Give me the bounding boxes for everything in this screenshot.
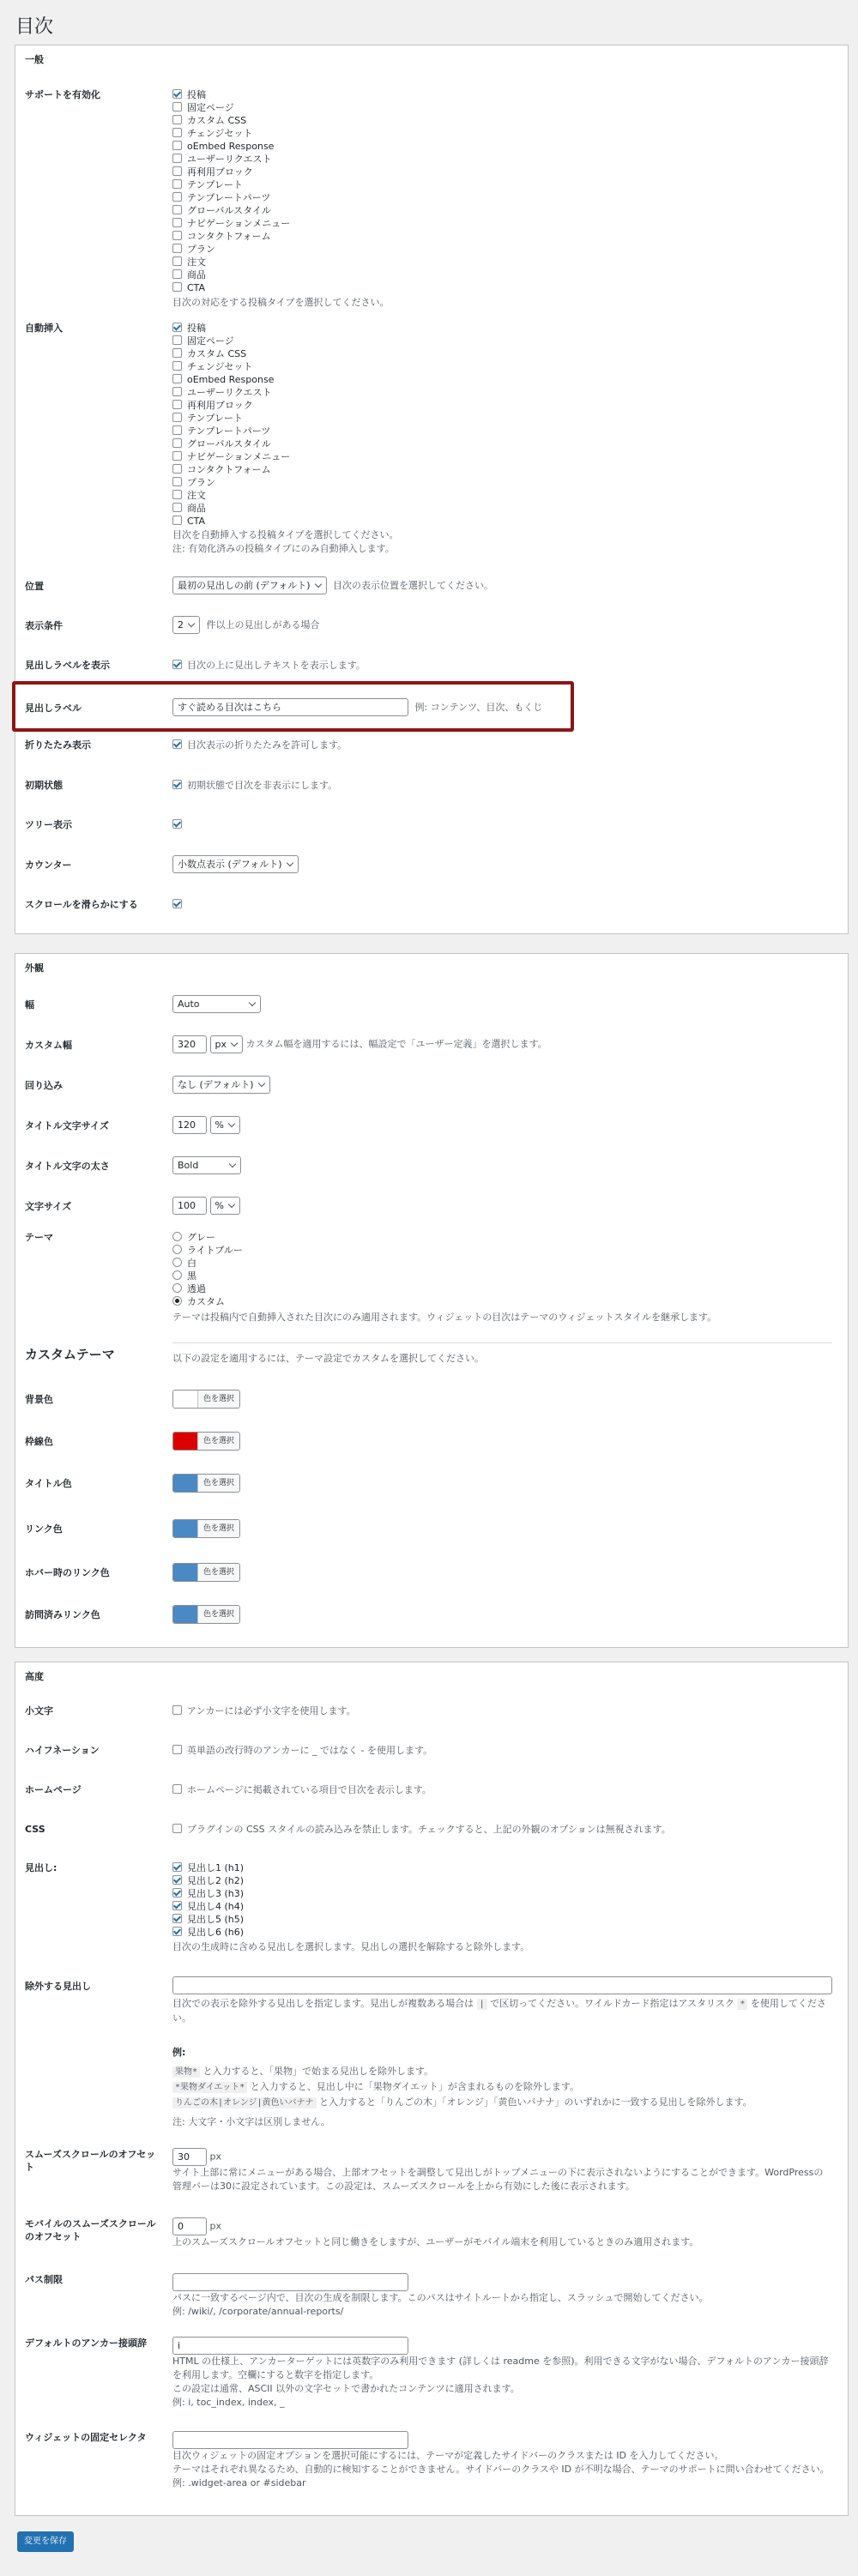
toggle-checkbox[interactable] (172, 739, 182, 749)
auto-insert-option[interactable] (172, 425, 832, 437)
theme-option-label: 黒 (187, 1270, 196, 1282)
support-option-label: テンプレートパーツ (187, 192, 271, 203)
auto-insert-description: 目次を自動挿入する投稿タイプを選択してください。 (172, 529, 399, 540)
counter-select[interactable]: 小数点表示 (デフォルト) (172, 855, 299, 873)
toggle-label: 折りたたみ表示 (25, 739, 91, 751)
appearance-section (15, 953, 849, 1648)
heading-label-input[interactable]: すぐ読める目次はこちら (172, 698, 408, 716)
example-3-text: と入力すると「りんごの木」「オレンジ」「黄色いバナナ」のいずれかに一致する見出しを除外します。 (319, 2096, 752, 2108)
general-section-title: 一般 (25, 54, 44, 65)
theme-options (172, 1231, 832, 1308)
exclude-description-3: を使用してください。 (172, 1998, 826, 2024)
position-label: 位置 (25, 581, 44, 592)
smooth-scroll-checkbox[interactable] (172, 899, 182, 908)
exclude-description-1: 目次での表示を除外する見出しを指定します。見出しが複数ある場合は (172, 1998, 474, 2009)
css-checkbox[interactable] (172, 1824, 182, 1833)
title-size-input[interactable]: 120 (172, 1116, 207, 1134)
support-option[interactable] (172, 191, 832, 204)
support-option[interactable] (172, 127, 832, 140)
wrap-label: 回り込み (25, 1080, 63, 1091)
color-picker-button[interactable] (172, 1605, 240, 1624)
color-label: リンク色 (25, 1523, 63, 1535)
auto-insert-option-label: oEmbed Response (187, 374, 275, 385)
heading-level-option[interactable] (172, 1874, 832, 1887)
anchor-prefix-description-2: この設定は通常、ASCII 以外の文字セットで書かれたコンテンツに適用されます。 (172, 2383, 520, 2394)
show-heading-description: 目次の上に見出しテキストを表示します。 (187, 660, 366, 671)
heading-level-option[interactable] (172, 1900, 832, 1913)
support-option-label: 商品 (187, 269, 206, 281)
example-1-text: と入力すると、「果物」で始まる見出しを除外します。 (202, 2066, 434, 2077)
exclude-star-code: * (737, 1999, 747, 2010)
font-size-input[interactable]: 100 (172, 1197, 207, 1215)
color-picker-label: 色を選択 (197, 1564, 239, 1581)
color-swatch (173, 1391, 197, 1408)
smooth-scroll-label: スクロールを滑らかにする (25, 899, 138, 910)
custom-theme-divider (172, 1342, 832, 1343)
example-3-code: りんごの木|オレンジ|黄色いバナナ (172, 2097, 317, 2108)
anchor-prefix-description-1: HTML の仕様上、アンカーターゲットには英数字のみ利用できます (詳しくは readme を参照)。利用できる文字がない場合、デフォルトのアンカー接頭辞を利用します。空欄にすると数字を指定します。 (172, 2356, 829, 2380)
color-swatch (173, 1564, 197, 1581)
auto-insert-checkbox[interactable] (172, 374, 182, 383)
theme-option[interactable] (172, 1270, 832, 1282)
custom-width-label: カスタム幅 (25, 1040, 72, 1051)
color-picker-button[interactable] (172, 1390, 240, 1409)
auto-insert-checkbox[interactable] (172, 503, 182, 512)
auto-insert-checkbox[interactable] (172, 516, 182, 525)
path-example: 例: /wiki/, /corporate/annual-reports/ (172, 2306, 344, 2317)
auto-insert-option-label: テンプレートパーツ (187, 425, 271, 437)
support-label: サポートを有効化 (25, 89, 100, 100)
widget-selector-description-1: 目次ウィジェットの固定オプションを選択可能にするには、テーマが定義したサイドバーのクラスまたは ID を入力してください。 (172, 2450, 724, 2461)
example-2-text: と入力すると、見出し中に「果物ダイエット」が含まれるものを除外します。 (250, 2081, 579, 2092)
widget-selector-input[interactable] (172, 2431, 408, 2449)
auto-insert-option[interactable] (172, 450, 832, 463)
initial-state-description: 初期状態で目次を非表示にします。 (187, 780, 338, 791)
support-option[interactable] (172, 140, 832, 153)
heading-level-option-label: 見出し3 (h3) (187, 1888, 245, 1899)
heading-level-option-label: 見出し4 (h4) (187, 1901, 245, 1912)
support-checkbox[interactable] (172, 282, 182, 292)
custom-theme-title: カスタムテーマ (25, 1347, 115, 1362)
support-option-label: oEmbed Response (187, 141, 275, 152)
color-picker-button[interactable] (172, 1474, 240, 1493)
heading-level-option[interactable] (172, 1861, 832, 1874)
color-label: 訪問済みリンク色 (25, 1609, 100, 1620)
auto-insert-checkbox[interactable] (172, 464, 182, 474)
smooth-offset-unit: px (209, 2151, 221, 2163)
heading-level-checkbox[interactable] (172, 1914, 182, 1923)
path-input[interactable] (172, 2273, 408, 2291)
title-weight-label: タイトル文字の太さ (25, 1161, 110, 1172)
theme-option[interactable] (172, 1244, 832, 1257)
support-option-label: CTA (187, 282, 206, 293)
auto-insert-checkbox[interactable] (172, 451, 182, 461)
custom-theme-description: 以下の設定を適用するには、テーマ設定でカスタムを選択してください。 (172, 1353, 484, 1364)
theme-option-label: ライトブルー (187, 1245, 243, 1256)
support-option-label: 注文 (187, 256, 206, 268)
path-label: パス制限 (25, 2274, 63, 2285)
support-option[interactable] (172, 281, 832, 294)
support-option-label: ナビゲーションメニュー (187, 218, 291, 229)
counter-label: カウンター (25, 860, 72, 871)
auto-insert-option-label: チェンジセット (187, 361, 253, 372)
condition-select[interactable]: 2 (172, 616, 200, 634)
support-option-label: グローバルスタイル (187, 205, 271, 216)
auto-insert-option[interactable] (172, 386, 832, 399)
custom-width-unit-select[interactable]: px (210, 1035, 244, 1053)
heading-label-label: 見出しラベル (25, 703, 82, 714)
support-option[interactable] (172, 243, 832, 256)
position-description: 目次の表示位置を選択してください。 (333, 579, 494, 591)
example-title: 例: (172, 2047, 186, 2058)
support-checkbox[interactable] (172, 231, 182, 240)
support-option[interactable] (172, 101, 832, 114)
exclude-label: 除外する見出し (25, 1981, 91, 1992)
color-picker-button[interactable] (172, 1432, 240, 1451)
color-label: 背景色 (25, 1394, 53, 1405)
auto-insert-checkbox[interactable] (172, 413, 182, 422)
auto-insert-option[interactable] (172, 437, 832, 450)
support-options (172, 88, 832, 294)
heading-level-checkbox[interactable] (172, 1888, 182, 1897)
lowercase-description: アンカーには必ず小文字を使用します。 (187, 1705, 356, 1716)
support-option[interactable] (172, 256, 832, 268)
auto-insert-options (172, 322, 832, 528)
auto-insert-option[interactable] (172, 412, 832, 425)
heading-level-checkbox[interactable] (172, 1927, 182, 1936)
support-checkbox[interactable] (172, 205, 182, 214)
title-size-label: タイトル文字サイズ (25, 1120, 109, 1131)
width-label: 幅 (25, 999, 34, 1010)
condition-label: 表示条件 (25, 620, 63, 631)
show-heading-checkbox[interactable] (172, 660, 182, 669)
support-checkbox[interactable] (172, 179, 182, 189)
auto-insert-checkbox[interactable] (172, 387, 182, 396)
hyphen-label: ハイフネーション (25, 1745, 100, 1756)
smooth-offset-input[interactable]: 30 (172, 2148, 207, 2166)
initial-state-label: 初期状態 (25, 780, 63, 791)
heading-level-option[interactable] (172, 1913, 832, 1926)
heading-level-checkbox[interactable] (172, 1862, 182, 1872)
css-description: プラグインの CSS スタイルの読み込みを禁止します。チェックすると、上記の外観のオプションは無視されます。 (187, 1824, 671, 1835)
heading-level-option[interactable] (172, 1926, 832, 1939)
position-select[interactable]: 最初の見出しの前 (デフォルト) (172, 576, 327, 594)
toggle-description: 目次表示の折りたたみを許可します。 (187, 739, 347, 751)
support-option-label: 固定ページ (187, 102, 234, 113)
homepage-checkbox[interactable] (172, 1784, 182, 1794)
auto-insert-option-label: テンプレート (187, 413, 244, 424)
support-checkbox[interactable] (172, 115, 182, 124)
homepage-description: ホームページに掲載されている項目で目次を表示します。 (187, 1784, 432, 1795)
mobile-offset-label: モバイルのスムーズスクロールのオフセット (25, 2218, 156, 2242)
auto-insert-checkbox[interactable] (172, 438, 182, 448)
theme-option[interactable] (172, 1295, 832, 1308)
exclude-pipe-code: | (477, 1999, 487, 2010)
auto-insert-option-label: 注文 (187, 490, 206, 501)
heading-label-description: 例: コンテンツ、目次、もくじ (414, 701, 543, 713)
path-description: パスに一致するページ内で、目次の生成を制限します。このパスはサイトルートから指定し、スラッシュで開始してください。 (172, 2292, 709, 2303)
support-option-label: カスタム CSS (187, 115, 247, 126)
theme-option[interactable] (172, 1231, 832, 1244)
widget-selector-example: 例: .widget-area or #sidebar (172, 2477, 306, 2489)
support-checkbox[interactable] (172, 192, 182, 202)
support-option[interactable] (172, 178, 832, 191)
mobile-offset-unit: px (209, 2220, 221, 2232)
initial-state-checkbox[interactable] (172, 780, 182, 789)
title-size-unit-select[interactable]: % (210, 1116, 240, 1134)
font-size-unit-select[interactable]: % (210, 1197, 240, 1215)
color-picker-label: 色を選択 (197, 1475, 239, 1492)
theme-label: テーマ (25, 1232, 53, 1243)
color-label: ホバー時のリンク色 (25, 1567, 110, 1578)
auto-insert-option-label: コンタクトフォーム (187, 464, 271, 475)
widget-selector-label: ウィジェットの固定セレクタ (25, 2432, 147, 2443)
auto-insert-checkbox[interactable] (172, 400, 182, 409)
auto-insert-option-label: 固定ページ (187, 335, 234, 347)
auto-insert-option[interactable] (172, 502, 832, 515)
heading-level-option-label: 見出し6 (h6) (187, 1927, 245, 1938)
auto-insert-option-label: カスタム CSS (187, 348, 247, 359)
theme-radio[interactable] (172, 1270, 182, 1280)
auto-insert-option[interactable] (172, 463, 832, 476)
color-swatch (173, 1475, 197, 1492)
support-checkbox[interactable] (172, 141, 182, 150)
theme-option-label: グレー (187, 1232, 215, 1243)
support-checkbox[interactable] (172, 218, 182, 227)
heading-level-option-label: 見出し5 (h5) (187, 1914, 245, 1925)
auto-insert-checkbox[interactable] (172, 348, 182, 358)
auto-insert-option[interactable] (172, 360, 832, 373)
theme-radio[interactable] (172, 1296, 182, 1306)
auto-insert-option[interactable] (172, 347, 832, 360)
auto-insert-checkbox[interactable] (172, 323, 182, 332)
support-option[interactable] (172, 204, 832, 217)
auto-insert-option[interactable] (172, 476, 832, 489)
headings-label: 見出し: (25, 1862, 57, 1873)
support-checkbox[interactable] (172, 102, 182, 112)
support-option-label: テンプレート (187, 179, 244, 190)
anchor-prefix-input[interactable]: i (172, 2337, 408, 2355)
support-option-label: チェンジセット (187, 128, 253, 139)
theme-radio[interactable] (172, 1245, 182, 1254)
anchor-prefix-label: デフォルトのアンカー接頭辞 (25, 2338, 148, 2349)
wrap-select[interactable]: なし (デフォルト) (172, 1076, 270, 1094)
support-checkbox[interactable] (172, 256, 182, 266)
mobile-offset-input[interactable]: 0 (172, 2217, 207, 2235)
theme-radio[interactable] (172, 1232, 182, 1241)
advanced-section (15, 1662, 849, 2516)
show-heading-label: 見出しラベルを表示 (25, 660, 110, 671)
theme-radio[interactable] (172, 1258, 182, 1267)
support-option[interactable] (172, 268, 832, 281)
auto-insert-checkbox[interactable] (172, 361, 182, 371)
exclude-input[interactable] (172, 1976, 832, 1994)
theme-radio[interactable] (172, 1283, 182, 1293)
support-option[interactable] (172, 217, 832, 230)
theme-option-label: 透過 (187, 1283, 206, 1294)
font-size-label: 文字サイズ (25, 1201, 72, 1212)
width-select[interactable]: Auto (172, 995, 261, 1013)
auto-insert-option-label: 商品 (187, 503, 206, 514)
page-title: 目次 (15, 16, 54, 38)
support-description: 目次の対応をする投稿タイプを選択してください。 (172, 297, 390, 308)
auto-insert-option-label: プラン (187, 477, 215, 488)
auto-insert-option[interactable] (172, 373, 832, 386)
auto-insert-checkbox[interactable] (172, 490, 182, 499)
example-2-code: *果物ダイエット* (172, 2082, 247, 2093)
color-picker-label: 色を選択 (197, 1433, 239, 1450)
example-1-code: 果物* (172, 2066, 200, 2078)
auto-insert-option[interactable] (172, 515, 832, 528)
color-label: タイトル色 (25, 1478, 72, 1489)
auto-insert-option[interactable] (172, 335, 832, 347)
support-option[interactable] (172, 230, 832, 243)
auto-insert-label: 自動挿入 (25, 323, 63, 334)
theme-option[interactable] (172, 1282, 832, 1295)
support-option-label: コンタクトフォーム (187, 231, 271, 242)
color-picker-label: 色を選択 (197, 1606, 239, 1623)
support-checkbox[interactable] (172, 89, 182, 99)
color-label: 枠線色 (25, 1436, 53, 1447)
auto-insert-option[interactable] (172, 489, 832, 502)
auto-insert-option[interactable] (172, 322, 832, 335)
headings-options (172, 1861, 832, 1939)
heading-level-option-label: 見出し1 (h1) (187, 1862, 245, 1873)
smooth-offset-description: サイト上部に常にメニューがある場合、上部オフセットを調整して見出しがトップメニューの下に表示されないようにすることができます。WordPressの管理バーは30に設定されています。この設定は、スムーズスクロールを上から有効にした後に表示されます。 (172, 2167, 824, 2192)
hyphen-checkbox[interactable] (172, 1745, 182, 1754)
appearance-section-title: 外観 (25, 962, 44, 974)
support-checkbox[interactable] (172, 244, 182, 253)
highlight-frame (12, 681, 574, 732)
color-picker-button[interactable] (172, 1519, 240, 1538)
support-option-label: 再利用ブロック (187, 166, 253, 178)
tree-label: ツリー表示 (25, 819, 72, 830)
anchor-prefix-example: 例: i, toc_index, index, _ (172, 2397, 285, 2408)
auto-insert-option[interactable] (172, 399, 832, 412)
color-swatch (173, 1606, 197, 1623)
css-label: CSS (25, 1824, 45, 1835)
heading-level-option[interactable] (172, 1887, 832, 1900)
auto-insert-option-label: 投稿 (187, 323, 206, 334)
widget-selector-description-2: テーマはそれぞれ異なるため、自動的に検知することができません。サイドバーのクラスや ID が不明な場合、テーマのサポートに問い合わせてください。 (172, 2464, 830, 2475)
mobile-offset-description: 上のスムーズスクロールオフセットと同じ働きをしますが、ユーザーがモバイル端末を利用しているときのみ適用されます。 (172, 2236, 699, 2247)
support-option[interactable] (172, 114, 832, 127)
homepage-label: ホームページ (25, 1784, 82, 1795)
auto-insert-checkbox[interactable] (172, 335, 182, 345)
color-picker-label: 色を選択 (197, 1391, 239, 1408)
lowercase-checkbox[interactable] (172, 1705, 182, 1715)
support-option[interactable] (172, 153, 832, 166)
custom-width-input[interactable]: 320 (172, 1035, 207, 1053)
color-picker-button[interactable] (172, 1563, 240, 1582)
auto-insert-option-label: グローバルスタイル (187, 438, 271, 449)
color-swatch (173, 1433, 197, 1450)
heading-level-option-label: 見出し2 (h2) (187, 1875, 245, 1886)
support-option-label: ユーザーリクエスト (187, 154, 272, 165)
support-option[interactable] (172, 88, 832, 101)
auto-insert-note: 注: 有効化済みの投稿タイプにのみ自動挿入します。 (172, 543, 395, 554)
auto-insert-option-label: CTA (187, 516, 206, 527)
auto-insert-checkbox[interactable] (172, 477, 182, 486)
tree-checkbox[interactable] (172, 819, 182, 829)
title-weight-select[interactable]: Bold (172, 1156, 241, 1174)
save-button[interactable]: 変更を保存 (17, 2531, 74, 2552)
theme-description: テーマは投稿内で自動挿入された目次にのみ適用されます。ウィジェットの目次はテーマのウィジェットスタイルを継承します。 (172, 1312, 717, 1323)
condition-description: 件以上の見出しがある場合 (206, 618, 320, 630)
auto-insert-option-label: ユーザーリクエスト (187, 387, 272, 398)
advanced-section-title: 高度 (25, 1671, 44, 1682)
auto-insert-option-label: 再利用ブロック (187, 400, 253, 411)
auto-insert-option-label: ナビゲーションメニュー (187, 451, 291, 462)
support-option-label: 投稿 (187, 89, 206, 100)
headings-description: 目次の生成時に含める見出しを選択します。見出しの選択を解除すると除外します。 (172, 1941, 530, 1952)
auto-insert-checkbox[interactable] (172, 425, 182, 435)
hyphen-description: 英単語の改行時のアンカーに _ ではなく - を使用します。 (187, 1745, 433, 1756)
example-note: 注: 大文字・小文字は区別しません。 (172, 2116, 330, 2127)
smooth-offset-label: スムーズスクロールのオフセット (25, 2149, 156, 2173)
theme-option-label: カスタム (187, 1296, 225, 1307)
heading-level-checkbox[interactable] (172, 1875, 182, 1885)
theme-option-label: 白 (187, 1258, 196, 1269)
custom-width-description: カスタム幅を適用するには、幅設定で「ユーザー定義」を選択します。 (245, 1038, 547, 1050)
exclude-description-2: で区切ってください。ワイルドカード指定はアスタリスク (490, 1998, 734, 2009)
support-option[interactable] (172, 166, 832, 178)
support-checkbox[interactable] (172, 269, 182, 279)
support-checkbox[interactable] (172, 166, 182, 176)
support-checkbox[interactable] (172, 128, 182, 137)
color-picker-label: 色を選択 (197, 1520, 239, 1537)
general-section (15, 45, 849, 934)
heading-level-checkbox[interactable] (172, 1901, 182, 1910)
lowercase-label: 小文字 (25, 1705, 53, 1716)
support-option-label: プラン (187, 244, 215, 255)
support-checkbox[interactable] (172, 154, 182, 163)
theme-option[interactable] (172, 1257, 832, 1270)
color-swatch (173, 1520, 197, 1537)
